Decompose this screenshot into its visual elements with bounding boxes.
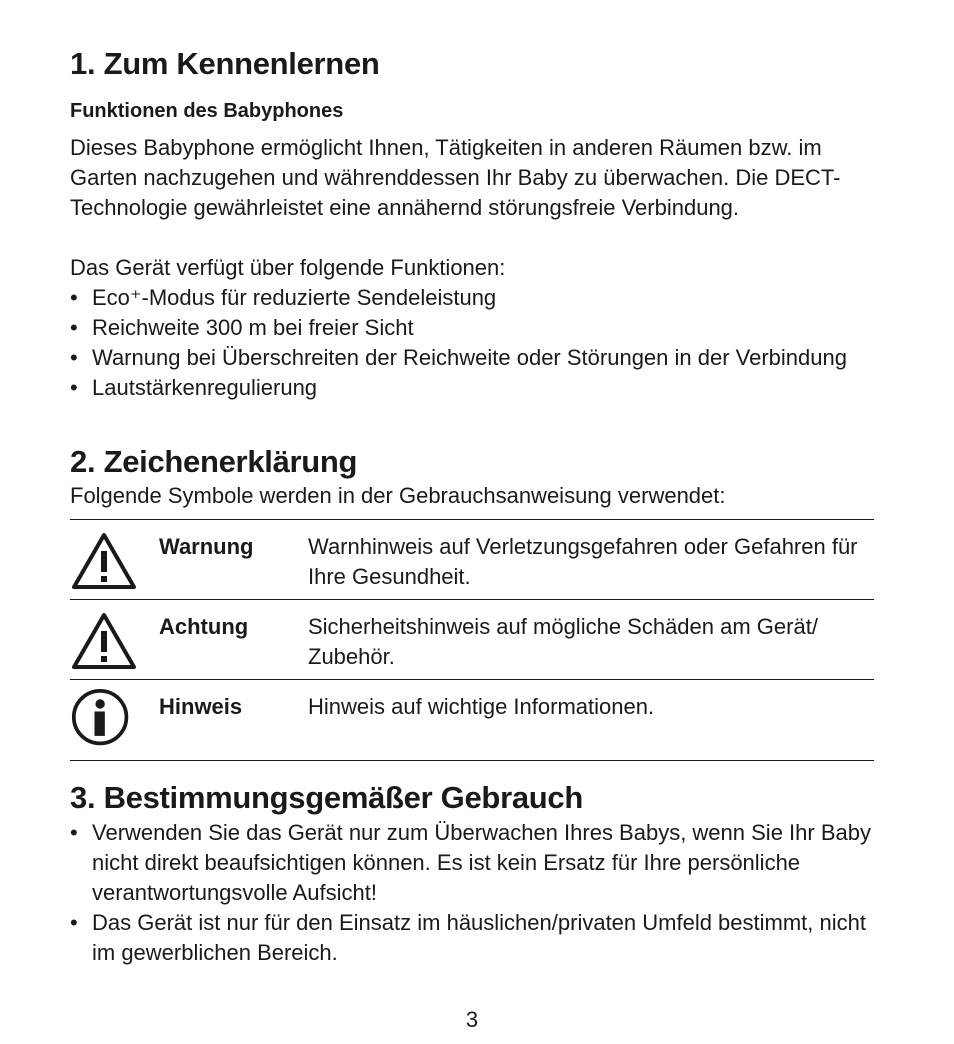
symbol-table bbox=[70, 519, 874, 761]
list-item-text: Reichweite 300 m bei freier Sicht bbox=[92, 315, 414, 340]
list-item bbox=[70, 313, 874, 343]
section-2-title: 2. Zeichenerklärung bbox=[70, 444, 358, 479]
feature-list bbox=[70, 283, 874, 403]
section-1-subtitle: Funktionen des Babyphones bbox=[70, 100, 344, 122]
list-item bbox=[70, 373, 874, 403]
list-item bbox=[70, 908, 874, 968]
list-item bbox=[70, 818, 874, 908]
warning-triangle-icon bbox=[71, 532, 137, 590]
symbol-description: Warnhinweis auf Verletzungsgefahren oder Gefahren für Ihre Gesundheit. bbox=[308, 534, 858, 589]
page-number: 3 bbox=[465, 1007, 479, 1032]
symbol-label: Warnung bbox=[159, 534, 254, 559]
bullet: • bbox=[70, 345, 78, 370]
bullet: • bbox=[70, 910, 78, 935]
list-item-text: Das Gerät ist nur für den Einsatz im häuslichen/privaten Umfeld bestimmt, nicht im gewerblichen Bereich. bbox=[92, 910, 866, 965]
symbol-description: Sicherheitshinweis auf mögliche Schäden am Gerät/ Zubehör. bbox=[308, 614, 818, 669]
list-item bbox=[70, 343, 874, 373]
caution-triangle-icon bbox=[71, 612, 137, 670]
section-2-intro: Folgende Symbole werden in der Gebrauchsanweisung verwendet: bbox=[70, 483, 726, 508]
symbol-row-info bbox=[70, 680, 874, 761]
info-circle-icon bbox=[71, 688, 133, 750]
section-1-paragraph: Dieses Babyphone ermöglicht Ihnen, Tätigkeiten in anderen Räumen bzw. im Garten nachzugehen und währenddessen Ihr Baby zu überwachen. Die DECT-Technologie gewährleistet eine annähernd störungsfreie Verbindung. bbox=[70, 135, 841, 220]
symbol-label: Hinweis bbox=[159, 694, 243, 719]
list-item-text: Warnung bei Überschreiten der Reichweite oder Störungen in der Verbindung bbox=[92, 345, 847, 370]
section-3-title: 3. Bestimmungsgemäßer Gebrauch bbox=[70, 780, 583, 815]
list-item bbox=[70, 283, 874, 313]
bullet: • bbox=[70, 820, 78, 845]
symbol-row-caution bbox=[70, 600, 874, 680]
section-1-title: 1. Zum Kennenlernen bbox=[70, 46, 380, 81]
symbol-row-warning bbox=[70, 520, 874, 600]
list-item-text: Verwenden Sie das Gerät nur zum Überwachen Ihres Babys, wenn Sie Ihr Baby nicht direkt beaufsichtigen können. Es ist kein Ersatz für Ihre persönliche verantwortungsvolle Aufsicht! bbox=[92, 820, 871, 905]
symbol-description: Hinweis auf wichtige Informationen. bbox=[308, 694, 655, 719]
bullet: • bbox=[70, 315, 78, 340]
usage-list bbox=[70, 818, 874, 968]
bullet: • bbox=[70, 375, 78, 400]
bullet: • bbox=[70, 285, 78, 310]
list-item-text: Lautstärkenregulierung bbox=[92, 375, 318, 400]
section-1-intro: Das Gerät verfügt über folgende Funktionen: bbox=[70, 255, 506, 280]
list-item-text: Eco⁺-Modus für reduzierte Sendeleistung bbox=[92, 285, 497, 310]
symbol-label: Achtung bbox=[159, 614, 249, 639]
